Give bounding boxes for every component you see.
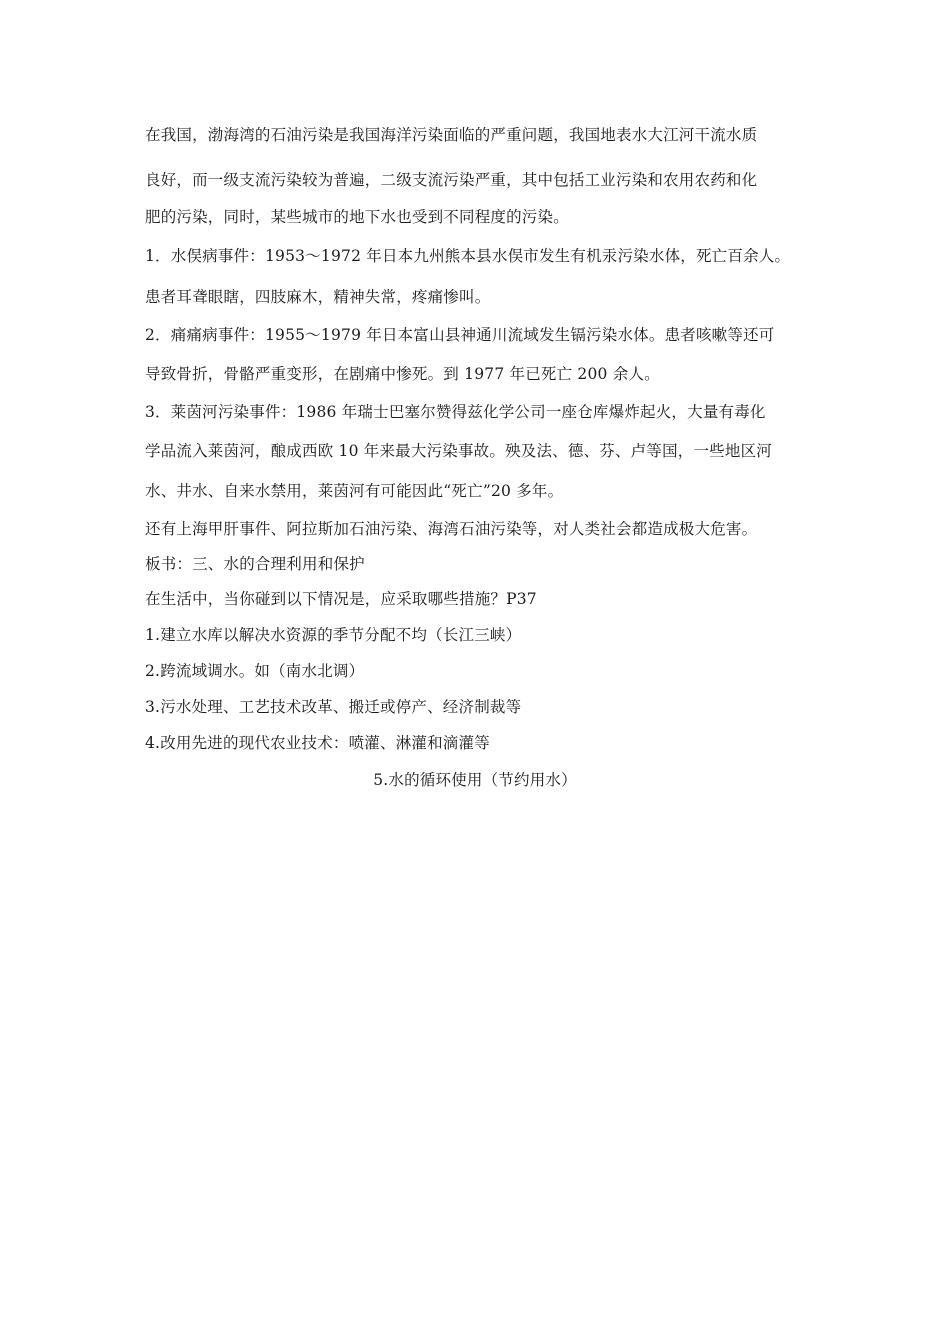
paragraph-line: 肥的污染，同时，某些城市的地下水也受到不同程度的污染。	[145, 208, 569, 226]
event-rhine-line: 水、井水、自来水禁用，莱茵河有可能因此“死亡”20 多年。	[145, 482, 564, 500]
event-minamata-line: 1．水俣病事件：1953～1972 年日本九州熊本县水俣市发生有机汞污染水体，死亡百余人。	[145, 247, 791, 265]
measure-item: 4.改用先进的现代农业技术：喷灌、淋灌和滴灌等	[145, 734, 490, 752]
event-rhine-line: 3．莱茵河污染事件：1986 年瑞士巴塞尔赞得兹化学公司一座仓库爆炸起火，大量有毒化	[145, 403, 766, 421]
event-itai-itai-line: 2．痛痛病事件：1955～1979 年日本富山县神通川流域发生镉污染水体。患者咳嗽等还可	[145, 326, 775, 344]
measure-item: 1.建立水库以解决水资源的季节分配不均（长江三峡）	[145, 626, 522, 644]
measure-item: 2.跨流域调水。如（南水北调）	[145, 662, 365, 680]
measure-item: 3.污水处理、工艺技术改革、搬迁或停产、经济制裁等	[145, 698, 522, 716]
event-minamata-line: 患者耳聋眼瞎，四肢麻木，精神失常，疼痛惨叫。	[145, 288, 491, 306]
paragraph-line: 良好，而一级支流污染较为普遍，二级支流污染严重，其中包括工业污染和农用农药和化	[145, 171, 758, 189]
summary-line: 还有上海甲肝事件、阿拉斯加石油污染、海湾石油污染等，对人类社会都造成极大危害。	[145, 520, 758, 538]
event-rhine-line: 学品流入莱茵河，酿成西欧 10 年来最大污染事故。殃及法、德、芬、卢等国，一些地区河	[145, 442, 772, 460]
paragraph-line: 在我国，渤海湾的石油污染是我国海洋污染面临的严重问题，我国地表水大江河干流水质	[145, 126, 758, 144]
measure-item: 5.水的循环使用（节约用水）	[373, 771, 577, 789]
event-itai-itai-line: 导致骨折，骨骼严重变形，在剧痛中惨死。到 1977 年已死亡 200 余人。	[145, 365, 660, 383]
board-heading: 板书：三、水的合理利用和保护	[145, 555, 365, 573]
question-line: 在生活中，当你碰到以下情况是，应采取哪些措施？P37	[145, 590, 537, 608]
